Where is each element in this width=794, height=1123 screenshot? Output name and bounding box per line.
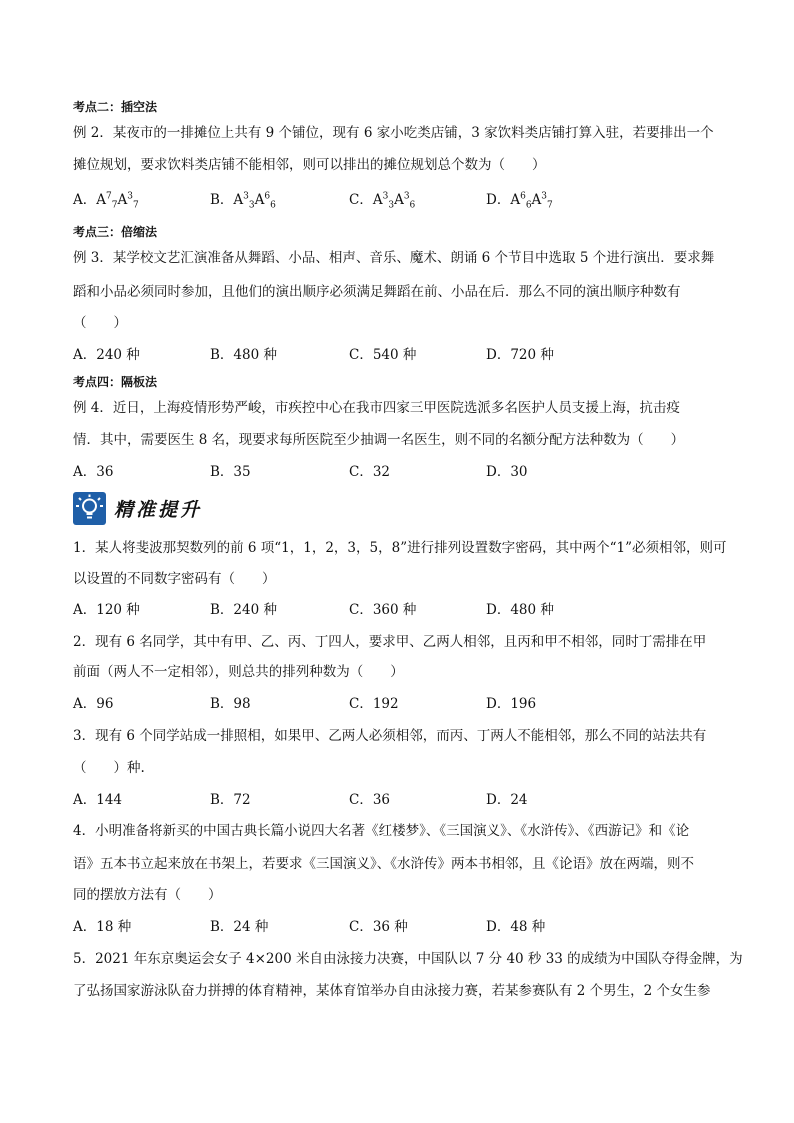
problem-1-option-b: B．240 种: [210, 602, 277, 618]
problem-1-text-line-2: 以设置的不同数字密码有（ ）: [73, 571, 276, 587]
example-2-option-d: D．$A^6_6A^3_7$: [486, 191, 553, 211]
section-heading-3: 考点三：倍缩法: [73, 225, 158, 239]
problem-2-option-d: D．196: [486, 696, 537, 712]
example-3-option-b: B．480 种: [210, 347, 277, 363]
problem-5-text-line-2: 了弘扬国家游泳队奋力拼搏的体育精神，某体育馆举办自由泳接力赛，若某参赛队有 2 个男生，2 个女生参: [73, 983, 711, 999]
example-3-text-line-2: 蹈和小品必须同时参加，且他们的演出顺序必须满足舞蹈在前、小品在后．那么不同的演出顺序种数有: [73, 284, 681, 300]
lightbulb-icon: [73, 492, 106, 525]
problem-4-text-line-3: 同的摆放方法有（ ）: [73, 887, 222, 903]
problem-4-option-c: C．36 种: [349, 919, 408, 935]
example-3-option-d: D．720 种: [486, 347, 554, 363]
example-2-text-line-1: 例 2．某夜市的一排摊位上共有 9 个铺位，现有 6 家小吃类店铺，3 家饮料类店铺打算入驻，若要排出一个: [73, 125, 714, 141]
section-heading-4: 考点四：隔板法: [73, 375, 158, 389]
problem-3-text-line-2: （ ）种.: [73, 760, 145, 776]
example-3-text-line-1: 例 3．某学校文艺汇演准备从舞蹈、小品、相声、音乐、魔术、朗诵 6 个节目中选取 5 个进行演出．要求舞: [73, 250, 715, 266]
problem-2-text-line-1: 2．现有 6 名同学，其中有甲、乙、丙、丁四人，要求甲、乙两人相邻，且丙和甲不相邻，同时丁需排在甲: [73, 634, 707, 650]
practice-banner: [73, 490, 202, 526]
section-heading-2: 考点二：插空法: [73, 100, 158, 114]
example-4-text-line-2: 情．其中，需要医生 8 名，现要求每所医院至少抽调一名医生，则不同的名额分配方法种数为（ ）: [73, 432, 685, 448]
problem-4-option-a: A．18 种: [73, 919, 132, 935]
problem-5-text-line-1: 5．2021 年东京奥运会女子 4×200 米自由泳接力决赛，中国队以 7 分 40 秒 33 的成绩为中国队夺得金牌，为: [73, 951, 743, 967]
example-4-option-c: C．32: [349, 464, 391, 480]
example-2-text-line-2: 摊位规划，要求饮料类店铺不能相邻，则可以排出的摊位规划总个数为（ ）: [73, 157, 546, 173]
example-2-option-c: C．$A^3_3A^3_6$: [349, 191, 416, 211]
example-4-option-a: A．36: [73, 464, 114, 480]
problem-1-option-c: C．360 种: [349, 602, 417, 618]
problem-4-text-line-1: 4．小明准备将新买的中国古典长篇小说四大名著《红楼梦》、《三国演义》、《水浒传》、《西游记》和《论: [73, 823, 690, 839]
problem-2-option-a: A．96: [73, 696, 114, 712]
problem-1-option-a: A．120 种: [73, 602, 140, 618]
example-2-option-a: A．$A^7_7A^3_7$: [73, 191, 139, 211]
example-3-option-a: A．240 种: [73, 347, 140, 363]
problem-3-option-b: B．72: [210, 792, 251, 808]
example-2-option-b: B．$A^3_3A^6_6$: [210, 191, 276, 211]
example-4-option-d: D．30: [486, 464, 528, 480]
problem-3-text-line-1: 3．现有 6 个同学站成一排照相，如果甲、乙两人必须相邻，而丙、丁两人不能相邻，那么不同的站法共有: [73, 728, 707, 744]
problem-4-option-d: D．48 种: [486, 919, 546, 935]
example-3-text-line-3: （ ）: [73, 315, 127, 331]
example-4-text-line-1: 例 4．近日，上海疫情形势严峻，市疾控中心在我市四家三甲医院选派多名医护人员支援上海，抗击疫: [73, 400, 680, 416]
problem-2-option-b: B．98: [210, 696, 251, 712]
problem-2-text-line-2: 前面（两人不一定相邻），则总共的排列种数为（ ）: [73, 664, 404, 680]
problem-1-text-line-1: 1．某人将斐波那契数列的前 6 项“1，1，2，3，5，8”进行排列设置数字密码，其中两个“1”必须相邻，则可: [73, 540, 727, 556]
problem-2-option-c: C．192: [349, 696, 399, 712]
example-4-option-b: B．35: [210, 464, 251, 480]
problem-3-option-d: D．24: [486, 792, 528, 808]
problem-4-text-line-2: 语》五本书立起来放在书架上，若要求《三国演义》、《水浒传》两本书相邻，且《论语》放在两端，则不: [73, 856, 694, 872]
banner-title: 精准提升: [114, 498, 203, 521]
example-3-option-c: C．540 种: [349, 347, 417, 363]
problem-4-option-b: B．24 种: [210, 919, 269, 935]
problem-3-option-a: A．144: [73, 792, 123, 808]
problem-1-option-d: D．480 种: [486, 602, 554, 618]
problem-3-option-c: C．36: [349, 792, 391, 808]
